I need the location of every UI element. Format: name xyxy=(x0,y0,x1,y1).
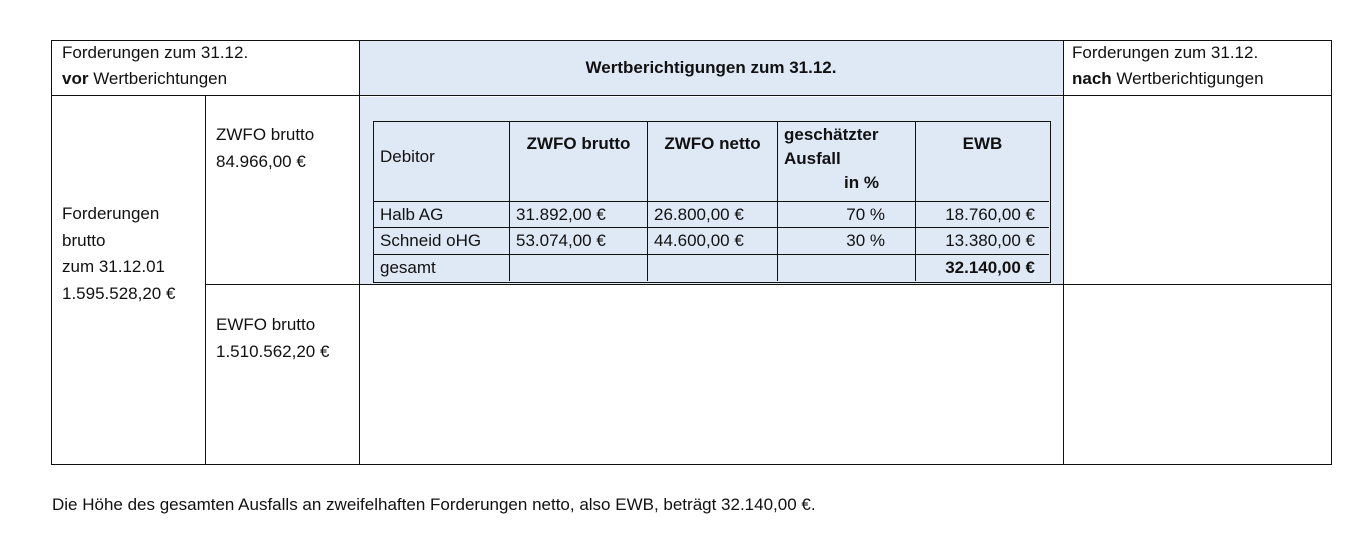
td-ausfall-1: 70 % xyxy=(778,202,916,228)
center-right-border xyxy=(1063,40,1064,465)
th-ewb: EWB xyxy=(916,122,1049,202)
td-netto-3 xyxy=(648,255,778,281)
forderungen-brutto-block: Forderungen brutto zum 31.12.01 1.595.528,20 € xyxy=(62,204,176,303)
col2-left-border xyxy=(205,95,206,465)
td-brutto-3 xyxy=(510,255,648,281)
mid-border xyxy=(205,284,1331,285)
td-netto-2: 44.600,00 € xyxy=(648,228,778,255)
th-zwfo-netto: ZWFO netto xyxy=(648,122,778,202)
col4-header: Forderungen zum 31.12. nach Wertberichtigungen xyxy=(1072,43,1264,88)
td-brutto-2: 53.074,00 € xyxy=(510,228,648,255)
th-zwfo-brutto: ZWFO brutto xyxy=(510,122,648,202)
ewb-table xyxy=(373,121,1051,283)
td-ewb-2: 13.380,00 € xyxy=(916,228,1049,255)
summary-text: Die Höhe des gesamten Ausfalls an zweifelhaften Forderungen netto, also EWB, beträgt 32.140,00 €. xyxy=(52,495,816,514)
outer-left-border xyxy=(51,40,52,465)
zwfo-brutto-block: ZWFO brutto 84.966,00 € xyxy=(216,125,315,171)
td-debitor-3: gesamt xyxy=(374,255,510,281)
outer-right-border xyxy=(1331,40,1332,465)
td-debitor-2: Schneid oHG xyxy=(374,228,510,255)
td-ewb-total: 32.140,00 € xyxy=(945,258,1035,277)
td-debitor-1: Halb AG xyxy=(374,202,510,228)
col1-header: Forderungen zum 31.12. vor Wertberichtungen xyxy=(62,43,249,88)
td-brutto-1: 31.892,00 € xyxy=(510,202,648,228)
td-ewb-1: 18.760,00 € xyxy=(916,202,1049,228)
td-netto-1: 26.800,00 € xyxy=(648,202,778,228)
outer-bottom-border xyxy=(51,464,1331,465)
header-bottom-border xyxy=(51,95,1331,96)
center-header-title: Wertberichtigungen zum 31.12. xyxy=(585,58,837,77)
ewfo-brutto-block: EWFO brutto 1.510.562,20 € xyxy=(216,315,330,361)
td-ausfall-2: 30 % xyxy=(778,228,916,255)
center-left-border xyxy=(359,40,360,465)
td-ausfall-3 xyxy=(778,255,916,281)
th-ausfall: geschätzter Ausfall in % xyxy=(778,122,916,202)
th-debitor: Debitor xyxy=(374,122,510,202)
